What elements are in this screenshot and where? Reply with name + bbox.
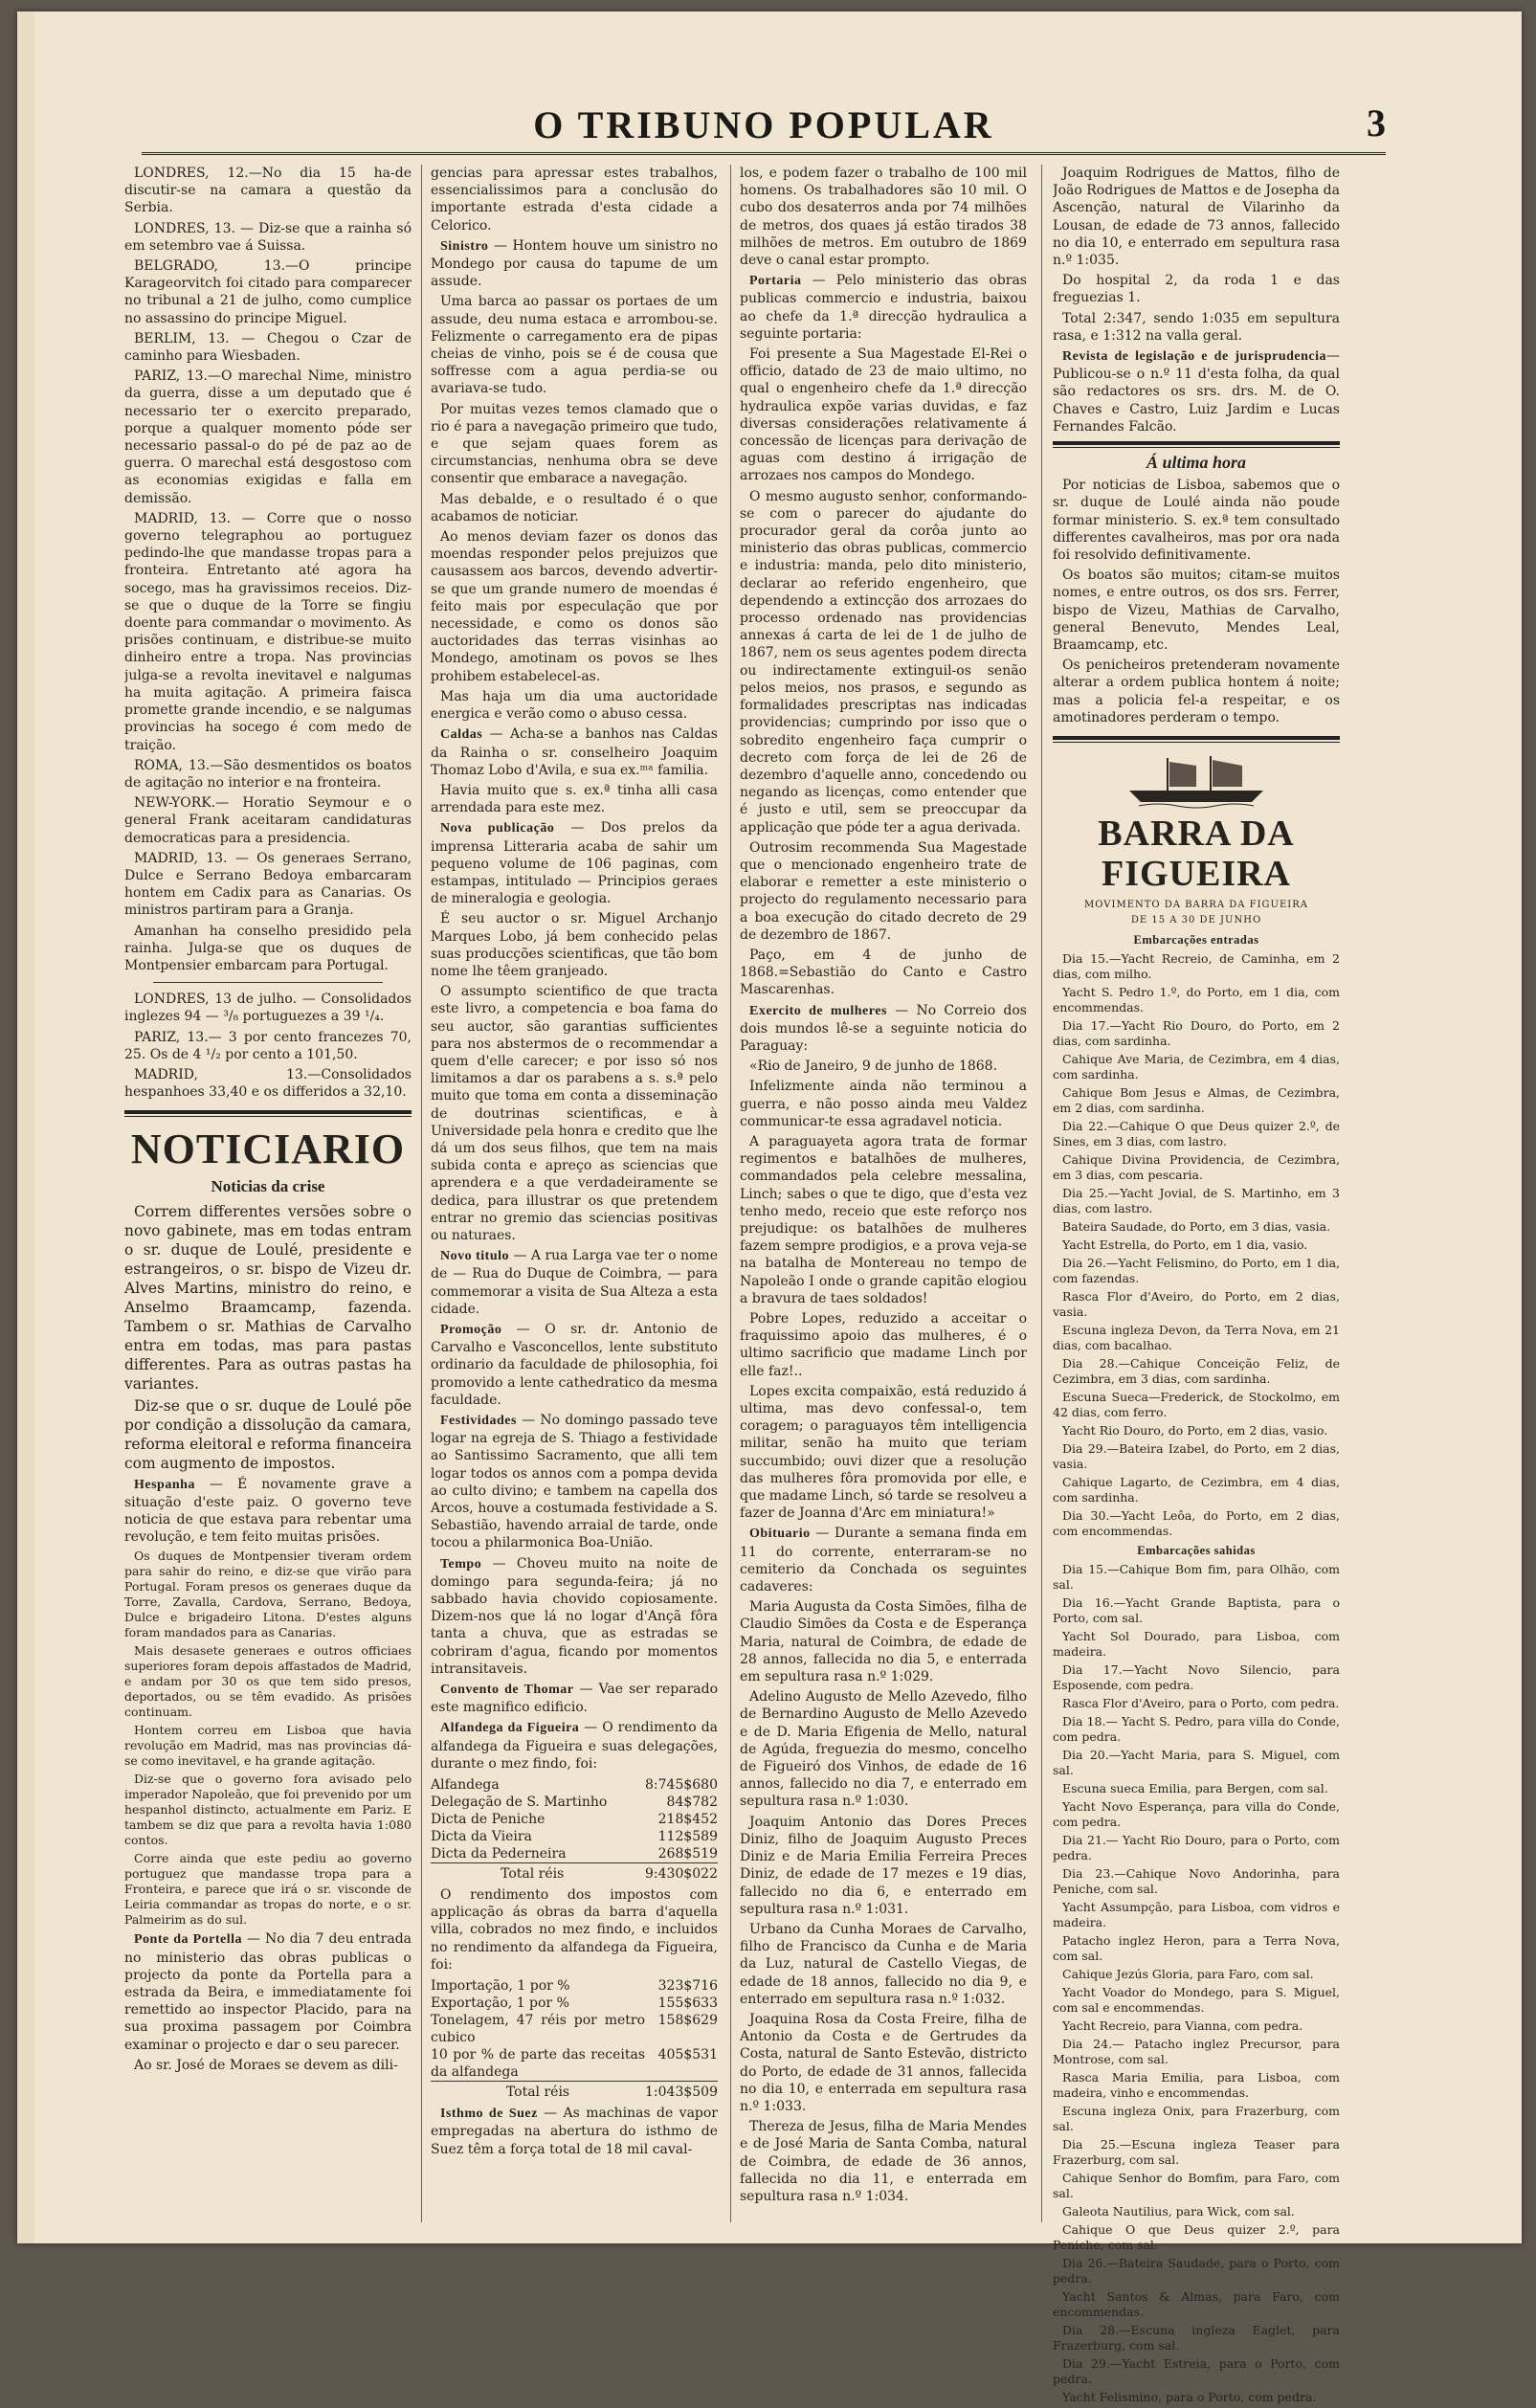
- list-item: Dia 28.—Cahique Conceição Feliz, de Cezimbra, em 3 dias, com sardinha.: [1053, 1356, 1340, 1387]
- article-paragraph: Hespanha — É novamente grave a situação d'este paiz. O governo teve noticia de que estava para rebentar uma revolução, e tem feito muitas prisões.: [124, 1476, 412, 1546]
- previous-page-edge: [17, 11, 34, 2243]
- article-paragraph: Por noticias de Lisboa, sabemos que o sr. duque de Loulé ainda não poude formar ministerio. S. ex.ª tem consultado differentes cavalheiros, mas por ora nada foi resolvido definitivamente.: [1053, 478, 1340, 564]
- table-row: 10 por % de parte das receitas da alfandega 405$531: [431, 2047, 718, 2081]
- page-number: 3: [1367, 101, 1386, 145]
- article-paragraph: Tempo — Choveu muito na noite de domingo para segunda-feira; já no sabbado havia chovido copiosamente. Dizem-nos que lá no logar d'Ançã fôra tanta a chuva, que as estradas se cobriram d'agua, ficando por momentos intransitaveis.: [431, 1555, 718, 1677]
- article-heading: Sinistro: [440, 238, 489, 254]
- article-heading: Exercito de mulheres: [749, 1003, 887, 1018]
- entradas-heading: Embarcações entradas: [1133, 933, 1259, 948]
- article-heading: Festividades: [440, 1414, 517, 1429]
- telegram: Amanhan ha conselho presidido pela rainha. Julga-se que os duques de Montpensier embarcam para Portugal.: [124, 923, 412, 973]
- column-3: [740, 165, 1027, 2208]
- telegram: NEW-YORK.— Horatio Seymour e o general Frank aceitaram candidaturas democraticas para a presidencia.: [124, 795, 412, 846]
- list-item: Yacht Recreio, para Vianna, com pedra.: [1062, 2018, 1303, 2034]
- article-paragraph: O assumpto scientifico de que tracta este livro, a competencia e boa fama do seu auctor, são garantias sufficientes para nos abstermos de o recommendar a quem d'elle carecer; e por isso só nos limitamos a dar os parabens a s. s.ª pelo muito que toma em conta a disseminação de doutrinas scientificas, e à Universidade pela honra e credito que lhe dá um dos seus filhos, que tem na mais subida conta e apreço as sciencias que aprendera e a que verdadeiramente se dedica, para illustrar os que pretendem entrar no gremio das sciencias positivas ou naturaes.: [431, 984, 718, 1243]
- list-item: Yacht Assumpção, para Lisboa, com vidros e madeira.: [1053, 1900, 1340, 1930]
- article-heading: Caldas: [440, 727, 483, 743]
- list-item: Dia 26.—Yacht Felismino, do Porto, em 1 dia, com fazendas.: [1053, 1256, 1340, 1286]
- telegram: BELGRADO, 13.—O principe Karageorvitch foi citado para comparecer no tribunal a 21 de julho, como cumplice no assassino do principe Miguel.: [124, 258, 412, 326]
- article-paragraph: «Rio de Janeiro, 9 de junho de 1868.: [749, 1059, 998, 1075]
- table-row: Dicta da Pederneira 268$519: [431, 1846, 718, 1862]
- list-item: Dia 23.—Cahique Novo Andorinha, para Peniche, com sal.: [1053, 1866, 1340, 1897]
- column-divider: [421, 165, 422, 2222]
- list-item: Rasca Flor d'Aveiro, para o Porto, com pedra.: [1062, 1696, 1340, 1711]
- article-paragraph: Total 2:347, sendo 1:035 em sepultura rasa, e 1:312 na valla geral.: [1053, 310, 1340, 344]
- article-paragraph: Por muitas vezes temos clamado que o rio é para a navegação primeiro que tudo, e que sejam quaes forem as circumstancias, nenhuma obra se deve consentir que embarace a navegação.: [431, 401, 718, 487]
- article-paragraph: Corre ainda que este pediu ao governo portuguez que mandasse tropa para a Fronteira, e parece que irá o sr. visconde de Leiria commandar as tropas do norte, e o sr. Palmeirim as do sul.: [124, 1851, 412, 1928]
- column-4: [1053, 165, 1340, 2408]
- telegram: BERLIM, 13. — Chegou o Czar de caminho para Wiesbaden.: [124, 330, 412, 365]
- article-paragraph: Ponte da Portella — No dia 7 deu entrada no ministerio das obras publicas o projecto da ponte da Portella para a estrada da Beira, e immediatamente foi remettido ao inspector Placido, para na sua proxima passagem por Coimbra examinar o projecto e dar o seu parecer.: [124, 1931, 412, 2053]
- list-item: Bateira Saudade, do Porto, em 3 dias, vasia.: [1062, 1219, 1331, 1235]
- market-quote: MADRID, 13.—Consolidados hespanhoes 33,40 e os differidos a 32,10.: [124, 1066, 412, 1101]
- article-paragraph: Foi presente a Sua Magestade El-Rei o officio, datado de 23 de maio ultimo, no qual o engenheiro chefe da 1.ª direcção hydraulica expõe varias duvidas, e faz diversas considerações relativamente á concessão de licenças para derivação de aguas com destino á irrigação de arrozaes nos campos do Mondego.: [740, 346, 1027, 484]
- list-item: Escuna sueca Emilia, para Bergen, com sal.: [1062, 1781, 1328, 1796]
- article-paragraph: Urbano da Cunha Moraes de Carvalho, filho de Francisco da Cunha e de Maria da Luz, natural de Castello Viegas, de edade de 18 annos, fallecido no dia 9, e enterrado em sepultura rasa n.º 1:032.: [740, 1921, 1027, 2007]
- list-item: Dia 29.—Yacht Estreia, para o Porto, com pedra.: [1053, 2356, 1340, 2387]
- list-item: Dia 20.—Yacht Maria, para S. Miguel, com sal.: [1053, 1748, 1340, 1778]
- column-divider: [1041, 165, 1042, 2222]
- article-paragraph: Os duques de Montpensier tiveram ordem para sahir do reino, e diz-se que virão para Portugal. Foram presos os generaes duque da Torre, Zavalla, Cardova, Serrano, Bedoya, Dulce e brigadeiro Litona. D'estes alguns foram mandados para as Canarias.: [124, 1549, 412, 1640]
- customs-revenue-table: [431, 1776, 718, 1883]
- list-item: Yacht S. Pedro 1.º, do Porto, em 1 dia, com encommendas.: [1053, 985, 1340, 1015]
- table-row: Dicta da Vieira 112$589: [431, 1829, 718, 1845]
- list-item: Cahique Ave Maria, de Cezimbra, em 4 dias, com sardinha.: [1053, 1052, 1340, 1082]
- list-item: Cahique Senhor do Bomfim, para Faro, com sal.: [1053, 2171, 1340, 2201]
- list-item: Yacht Rio Douro, do Porto, em 2 dias, vasio.: [1062, 1423, 1328, 1438]
- barra-da-figueira-title: BARRA DA FIGUEIRA: [1098, 814, 1295, 895]
- article-heading: Alfandega da Figueira: [440, 1721, 580, 1736]
- article-paragraph: O mesmo augusto senhor, conformando-se com o parecer do ajudante do procurador geral da corôa junto ao ministerio das obras publicas, commercio e industria: manda, pelo dito ministerio, declarar ao referido engenheiro, que dependendo a extincção dos arrozaes do processo ordenado nas providencias annexas á carta de lei de 1 de julho de 1867, nem os seus agentes podem directa ou indirectamente extinguil-os senão pelos meios, nos prasos, e segundo as formalidades prescriptas nas indicadas providencias; cumprindo por isso que o sobredito engenheiro faça cumprir o decreto com força de lei de 26 de dezembro d'aquelle anno, concedendo ou negando as licenças, como entender que é justo e util, sem se preoccupar da applicação que póde ter a agua derivada.: [740, 488, 1027, 836]
- article-paragraph: Diz-se que o sr. duque de Loulé põe por condição a dissolução da camara, reforma eleitoral e reforma financeira com augmento de impostos.: [124, 1396, 412, 1472]
- list-item: Galeota Nautilius, para Wick, com sal.: [1062, 2204, 1295, 2219]
- list-item: Escuna ingleza Onix, para Frazerburg, com sal.: [1053, 2104, 1340, 2134]
- article-paragraph: Adelino Augusto de Mello Azevedo, filho de Bernardino Augusto de Mello Azevedo e de D. Maria Efigenia de Mello, natural de Agúda, freguezia do mesmo, concelho de Figueiró dos Vinhos, de edade de 16 annos, fallecido no dia 7, e enterrado em sepultura rasa n.º 1:030.: [740, 1689, 1027, 1810]
- article-paragraph: Hontem correu em Lisboa que havia revolução em Madrid, mas nas provincias dá-se como inevitavel, e ha grande agitação.: [124, 1723, 412, 1769]
- divider: [153, 982, 383, 983]
- market-quote: LONDRES, 13 de julho. — Consolidados inglezes 94 — ³/₈ portuguezes a 39 ¹/₄.: [124, 992, 412, 1025]
- article-paragraph: O rendimento dos impostos com applicação ás obras da barra d'aquella villa, cobrados no mez findo, e incluidos no rendimento da alfandega da Figueira, foi:: [431, 1887, 718, 1973]
- list-item: Dia 26.—Bateira Saudade, para o Porto, com pedra.: [1053, 2256, 1340, 2286]
- table-row: Dicta de Peniche 218$452: [431, 1812, 718, 1828]
- article-heading: Portaria: [749, 274, 802, 289]
- column-1: [124, 165, 412, 2077]
- list-item: Cahique Divina Providencia, de Cezimbra, em 3 dias, com pescaria.: [1053, 1152, 1340, 1183]
- telegram: MADRID, 13. — Corre que o nosso governo telegraphou ao portuguez pedindo-lhe que mandasse tropas para a fronteira. Entretanto até agora ha socego, mas ha gravissimos receios. Diz-se que o duque de la Torre se fingiu doente para commandar o movimento. As prisões continuam, e distribue-se muito dinheiro entre a tropa. Nas provincias julga-se a revolta inevitavel e nalgumas ha muita agitação. A primeira faisca promette grande incendio, e se nalgumas provincias ha socego é com medo de traição.: [124, 510, 412, 753]
- table-total-row: Total réis 1:043$509: [431, 2082, 718, 2102]
- article-paragraph: Portaria — Pelo ministerio das obras publicas commercio e industria, baixou ao chefe da 1.ª direcção hydraulica a seguinte portaria:: [740, 273, 1027, 342]
- list-item: Dia 30.—Yacht Leôa, do Porto, em 2 dias, com encommendas.: [1053, 1508, 1340, 1539]
- table-row: Tonelagem, 47 réis por metro cubico 158$629: [431, 2013, 718, 2046]
- masthead: [142, 102, 1386, 155]
- article-paragraph: Obituario — Durante a semana finda em 11 do corrente, enterraram-se no cemiterio da Conchada os seguintes cadaveres:: [740, 1526, 1027, 1595]
- column-divider: [730, 165, 731, 2222]
- list-item: Yacht Santos & Almas, para Faro, com encommendas.: [1053, 2289, 1340, 2320]
- article-paragraph: Paço, em 4 de junho de 1868.=Sebastião do Canto e Castro Mascarenhas.: [740, 947, 1027, 998]
- list-item: Escuna Sueca—Frederick, de Stockolmo, em 42 dias, com ferro.: [1053, 1390, 1340, 1420]
- tax-revenue-table: [431, 1977, 718, 2101]
- article-paragraph: los, e podem fazer o trabalho de 100 mil homens. Os trabalhadores são 10 mil. O cubo dos desaterros anda por 74 milhões de metros, dos quaes já estão tirados 38 milhões de metros. Em outubro de 1869 deve o canal estar prompto.: [740, 166, 1027, 269]
- list-item: Yacht Estrella, do Porto, em 1 dia, vasio.: [1062, 1237, 1308, 1253]
- article-paragraph: Infelizmente ainda não terminou a guerra, e não posso ainda meu Valdez communicar-te essa agradavel noticia.: [740, 1079, 1027, 1129]
- article-heading: Isthmo de Suez: [440, 2107, 538, 2122]
- list-item: Cahique Lagarto, de Cezimbra, em 4 dias, com sardinha.: [1053, 1475, 1340, 1505]
- table-row: Exportação, 1 por % 155$633: [431, 1996, 718, 2012]
- article-paragraph: Exercito de mulheres — No Correio dos dois mundos lê-se a seguinte noticia do Paraguay:: [740, 1002, 1027, 1054]
- article-paragraph: Do hospital 2, da roda 1 e das freguezias 1.: [1053, 273, 1340, 306]
- article-paragraph: A paraguayeta agora trata de formar regimentos e batalhões de mulheres, commandados pela celebre messalina, Linch; sabes o que te digo, que d'esta vez tenho medo, receio que este reforço nos prejudique: os batalhões de mulheres fazem sempre prodigios, e a prova veja-se na batalha de Montereau no tempo de Napoleão I onde o grande capitão elogiou a bravura de taes soldados!: [740, 1133, 1027, 1306]
- article-heading: Promoção: [440, 1323, 502, 1337]
- article-heading: Novo titulo: [440, 1249, 509, 1264]
- article-paragraph: Promoção — O sr. dr. Antonio de Carvalho e Vasconcellos, lente substituto ordinario da faculdade de philosophia, foi promovido a lente cathedratico da mesma faculdade.: [431, 1322, 718, 1408]
- article-paragraph: Convento de Thomar — Vae ser reparado este magnifico edificio.: [431, 1682, 718, 1716]
- article-paragraph: gencias para apressar estes trabalhos, essencialissimos para a conclusão do importante estrada d'esta cidade a Celorico.: [431, 166, 718, 234]
- table-row: Alfandega 8:745$680: [431, 1777, 718, 1794]
- article-paragraph: Os penicheiros pretenderam novamente alterar a ordem publica hontem á noite; mas a policia fel-a respeitar, e os amotinadores perderam o tempo.: [1053, 658, 1340, 725]
- telegram: LONDRES, 12.—No dia 15 ha-de discutir-se na camara a questão da Serbia.: [124, 166, 412, 216]
- list-item: Dia 29.—Bateira Izabel, do Porto, em 2 dias, vasia.: [1053, 1441, 1340, 1472]
- article-paragraph: Lopes excita compaixão, está reduzido á ultima, mas devo confessal-o, tem coragem; o paraguayos têm intelligencia militar, senão ha muito que teriam succumbido; ouvi dizer que a resolução das mulheres fôra promovida por elle, e que madame Linch, só tarde se resolveu a fazer de Joanna d'Arc em miniatura!»: [740, 1383, 1027, 1522]
- newspaper-page: [17, 11, 1522, 2405]
- article-paragraph: Novo titulo — A rua Larga vae ter o nome de — Rua do Duque de Coimbra, — para commemorar a visita de Sua Alteza a esta cidade.: [431, 1248, 718, 1317]
- article-paragraph: Maria Augusta da Costa Simões, filha de Claudio Simões da Costa e de Esperança Maria, natural de Coimbra, de edade de 28 annos, fallecida no dia 5, e enterrada em sepultura rasa n.º 1:029.: [740, 1599, 1027, 1685]
- table-row: Importação, 1 por % 323$716: [431, 1978, 718, 1995]
- article-paragraph: É seu auctor o sr. Miguel Archanjo Marques Lobo, já bem conhecido pelas suas producções scientificas, que tão bom nome lhe têem granjeado.: [431, 911, 718, 979]
- list-item: Dia 15.—Yacht Recreio, de Caminha, em 2 dias, com milho.: [1053, 951, 1340, 982]
- article-paragraph: Nova publicação — Dos prelos da imprensa Litteraria acaba de sahir um pequeno volume de 106 paginas, com estampas, intitulado — Principios geraes de mineralogia e geologia.: [431, 820, 718, 907]
- article-paragraph: Joaquim Rodrigues de Mattos, filho de João Rodrigues de Mattos e de Josepha da Ascenção, natural de Vilarinho da Lousan, de edade de 73 annos, fallecido no dia 10, e enterrado em sepultura rasa n.º 1:035.: [1053, 166, 1340, 269]
- crise-heading: Noticias da crise: [211, 1177, 325, 1196]
- article-heading: Tempo: [440, 1556, 482, 1572]
- newspaper-title: O TRIBUNO POPULAR: [533, 103, 994, 146]
- list-item: Dia 25.—Escuna ingleza Teaser para Frazerburg, com sal.: [1053, 2137, 1340, 2168]
- list-item: Cahique Jezús Gloria, para Faro, com sal.: [1062, 1967, 1314, 1982]
- sahidas-heading: Embarcações sahidas: [1137, 1544, 1256, 1558]
- article-paragraph: Ao sr. José de Moraes se devem as dili-: [134, 2057, 398, 2073]
- article-paragraph: Pobre Lopes, reduzido a acceitar o fraquissimo apoio das mulheres, é o ultimo sacrificio que madame Linch por elle faz!..: [740, 1311, 1027, 1379]
- article-paragraph: Os boatos são muitos; citam-se muitos nomes, e entre outros, os dos srs. Ferrer, bispo de Vizeu, Mathias de Carvalho, general Benevuto, Mendes Leal, Braamcamp, etc.: [1053, 568, 1340, 654]
- list-item: Yacht Felismino, para o Porto, com pedra.: [1062, 2390, 1317, 2405]
- article-paragraph: Havia muito que s. ex.ª tinha alli casa arrendada para este mez.: [431, 782, 718, 816]
- article-paragraph: Sinistro — Hontem houve um sinistro no Mondego por causa do tapume de um assude.: [431, 237, 718, 290]
- article-paragraph: Diz-se que o governo fora avisado pelo imperador Napoleão, que foi prevenido por um hespanhol distincto, actualmente em Pariz. E tambem se diz que para a revolta havia 1:080 contos.: [124, 1772, 412, 1848]
- market-quote: PARIZ, 13.— 3 por cento francezes 70, 25. Os de 4 ¹/₂ por cento a 101,50.: [124, 1029, 412, 1062]
- telegram: LONDRES, 13. — Diz-se que a rainha só em setembro vae á Suissa.: [124, 220, 412, 254]
- article-heading: Hespanha: [134, 1477, 195, 1492]
- list-item: Rasca Flor d'Aveiro, do Porto, em 2 dias, vasia.: [1053, 1289, 1340, 1320]
- article-paragraph: Isthmo de Suez — As machinas de vapor empregadas na abertura do isthmo de Suez têm a força total de 18 mil caval-: [431, 2106, 718, 2157]
- article-paragraph: Outrosim recommenda Sua Magestade que o mencionado engenheiro trate de elaborar e remetter a este ministerio o projecto do regulamento necessario para a boa execução do citado decreto de 29 de dezembro de 1867.: [740, 839, 1027, 943]
- list-item: Dia 15.—Cahique Bom fim, para Olhão, com sal.: [1053, 1562, 1340, 1593]
- list-item: Dia 16.—Yacht Grande Baptista, para o Porto, com sal.: [1053, 1595, 1340, 1626]
- list-item: Rasca Maria Emilia, para Lisboa, com madeira, vinho e encommendas.: [1053, 2070, 1340, 2101]
- article-paragraph: Mas debalde, e o resultado é o que acabamos de noticiar.: [431, 491, 718, 524]
- telegram: PARIZ, 13.—O marechal Nime, ministro da guerra, disse a um deputado que é necessario ter o exercito preparado, porque a qualquer momento póde ser necessario passal-o do pé de paz ao de guerra. O marechal está desgostoso com as economias exigidas e falla em demissão.: [124, 368, 412, 506]
- list-item: Cahique O que Deus quizer 2.º, para Peniche, com sal.: [1053, 2222, 1340, 2253]
- list-item: Yacht Voador do Mondego, para S. Miguel, com sal e encommendas.: [1053, 1985, 1340, 2016]
- article-paragraph: Mais desasete generaes e outros officiaes superiores foram depois affastados de Madrid, e andam por 30 os que tem sido presos, deportados, ou se têm evadido. As prisões continuam.: [124, 1643, 412, 1720]
- article-paragraph: Mas haja um dia uma auctoridade energica e verão como o abuso cessa.: [431, 688, 718, 723]
- telegram: ROMA, 13.—São desmentidos os boatos de agitação no interior e na fronteira.: [124, 757, 412, 791]
- list-item: Dia 17.—Yacht Novo Silencio, para Esposende, com pedra.: [1053, 1662, 1340, 1693]
- article-paragraph: Festividades — No domingo passado teve logar na egreja de S. Thiago a festividade ao Santissimo Sacramento, que alli tem logar todos os annos com a pompa devida ao culto divino; e tambem na capella dos Arcos, houve a costumada festividade a S. Sebastião, havendo arraial de tarde, onde tocou a philarmonica Boa-União.: [431, 1413, 718, 1551]
- movimento-dates: DE 15 A 30 DE JUNHO: [1130, 915, 1262, 926]
- ultima-hora-heading: Á ultima hora: [1146, 453, 1247, 473]
- article-paragraph: Joaquina Rosa da Costa Freire, filha de Antonio da Costa e de Gertrudes da Costa, natural de Santo Estevão, districto do Porto, de edade de 31 annos, fallecida no dia 10, e enterrada em sepultura rasa n.º 1:033.: [740, 2011, 1027, 2114]
- list-item: Dia 18.— Yacht S. Pedro, para villa do Conde, com pedra.: [1053, 1714, 1340, 1745]
- article-heading: Revista de legislação e de jurisprudencia: [1062, 349, 1326, 365]
- list-item: Yacht Novo Esperança, para villa do Conde, com pedra.: [1053, 1799, 1340, 1830]
- movimento-subtitle: MOVIMENTO DA BARRA DA FIGUEIRA: [1084, 900, 1308, 911]
- list-item: Cahique Bom Jesus e Almas, de Cezimbra, em 2 dias, com sardinha.: [1053, 1085, 1340, 1116]
- list-item: Escuna ingleza Devon, da Terra Nova, em 21 dias, com bacalhao.: [1053, 1323, 1340, 1353]
- telegram: MADRID, 13. — Os generaes Serrano, Dulce e Serrano Bedoya embarcaram hontem em Cadix para as Canarias. Os ministros partiram para a Granja.: [124, 850, 412, 919]
- list-item: Dia 25.—Yacht Jovial, de S. Martinho, em 3 dias, com lastro.: [1053, 1186, 1340, 1216]
- section-rule: [1053, 441, 1340, 448]
- article-paragraph: Revista de legislação e de jurisprudencia—Publicou-se o n.º 11 d'esta folha, da qual são redactores os srs. drs. M. de O. Chaves e Castro, Luiz Jardim e Lucas Fernandes Falcão.: [1053, 348, 1340, 435]
- article-heading: Obituario: [749, 1527, 811, 1542]
- table-total-row: Total réis 9:430$022: [431, 1863, 718, 1884]
- article-heading: Convento de Thomar: [440, 1683, 574, 1698]
- article-paragraph: Thereza de Jesus, filha de Maria Mendes e de José Maria de Santa Comba, natural de Coimbra, de edade de 36 annos, fallecida no dia 11, e enterrada em sepultura rasa n.º 1:034.: [740, 2119, 1027, 2204]
- article-paragraph: Ao menos deviam fazer os donos das moendas responder pelos prejuizos que causassem aos barcos, devendo advertir-se que um grande numero de moendas é feito mais por especulação que por necessidade, e como os donos são auctoridades das terras visinhas ao Mondego, amotinam os povos se lhes prohibem estabelecel-as.: [431, 529, 718, 684]
- table-row: Delegação de S. Martinho 84$782: [431, 1795, 718, 1811]
- section-title-noticiario: NOTICIARIO: [130, 1126, 406, 1173]
- article-paragraph: Joaquim Antonio das Dores Preces Diniz, filho de Joaquim Augusto Preces Diniz e de Maria Emilia Ferreira Preces Diniz, de edade de 17 mezes e 19 dias, fallecido no dia 6, e enterrado em sepultura rasa n.º 1:031.: [740, 1814, 1027, 1917]
- ship-engraving-icon: [1120, 752, 1273, 810]
- list-item: Dia 21.— Yacht Rio Douro, para o Porto, com pedra.: [1053, 1833, 1340, 1863]
- article-heading: Ponte da Portella: [134, 1932, 243, 1948]
- list-item: Dia 17.—Yacht Rio Douro, do Porto, em 2 dias, com sardinha.: [1053, 1018, 1340, 1049]
- section-rule: [124, 1110, 412, 1117]
- entradas-list: [1053, 951, 1340, 1539]
- article-paragraph: Correm differentes versões sobre o novo gabinete, mas em todas entram o sr. duque de Loulé, presidente e estrangeiros, o sr. bispo de Vizeu dr. Alves Martins, ministro do reino, e Anselmo Braamcamp, fazenda. Tambem o sr. Mathias de Carvalho entra em todas, mas para pastas differentes. Para as outras pastas ha variantes.: [124, 1202, 412, 1393]
- article-paragraph: Alfandega da Figueira — O rendimento da alfandega da Figueira e suas delegações, durante o mez findo, foi:: [431, 1720, 718, 1772]
- article-paragraph: Caldas — Acha-se a banhos nas Caldas da Rainha o sr. conselheiro Joaquim Thomaz Lobo d'Avila, e sua ex.ᵐᵃ familia.: [431, 726, 718, 778]
- column-2: [431, 165, 718, 2161]
- list-item: Patacho inglez Heron, para a Terra Nova, com sal.: [1053, 1933, 1340, 1964]
- article-heading: Nova publicação: [440, 821, 555, 836]
- list-item: Yacht Sol Dourado, para Lisboa, com madeira.: [1053, 1629, 1340, 1660]
- article-paragraph: Uma barca ao passar os portaes de um assude, deu numa estaca e arrombou-se. Felizmente o carregamento era de pipas cheias de vinho, pois se é de cousa que soffresse com a agua perdia-se ou avariava-se tudo.: [431, 294, 718, 397]
- list-item: Dia 24.— Patacho inglez Precursor, para Montrose, com sal.: [1053, 2037, 1340, 2067]
- section-rule: [1053, 736, 1340, 743]
- list-item: Dia 28.—Escuna ingleza Eaglet, para Frazerburg, com sal.: [1053, 2323, 1340, 2353]
- sahidas-list: [1053, 1562, 1340, 2405]
- list-item: Dia 22.—Cahique O que Deus quizer 2.º, de Sines, em 3 dias, com lastro.: [1053, 1119, 1340, 1149]
